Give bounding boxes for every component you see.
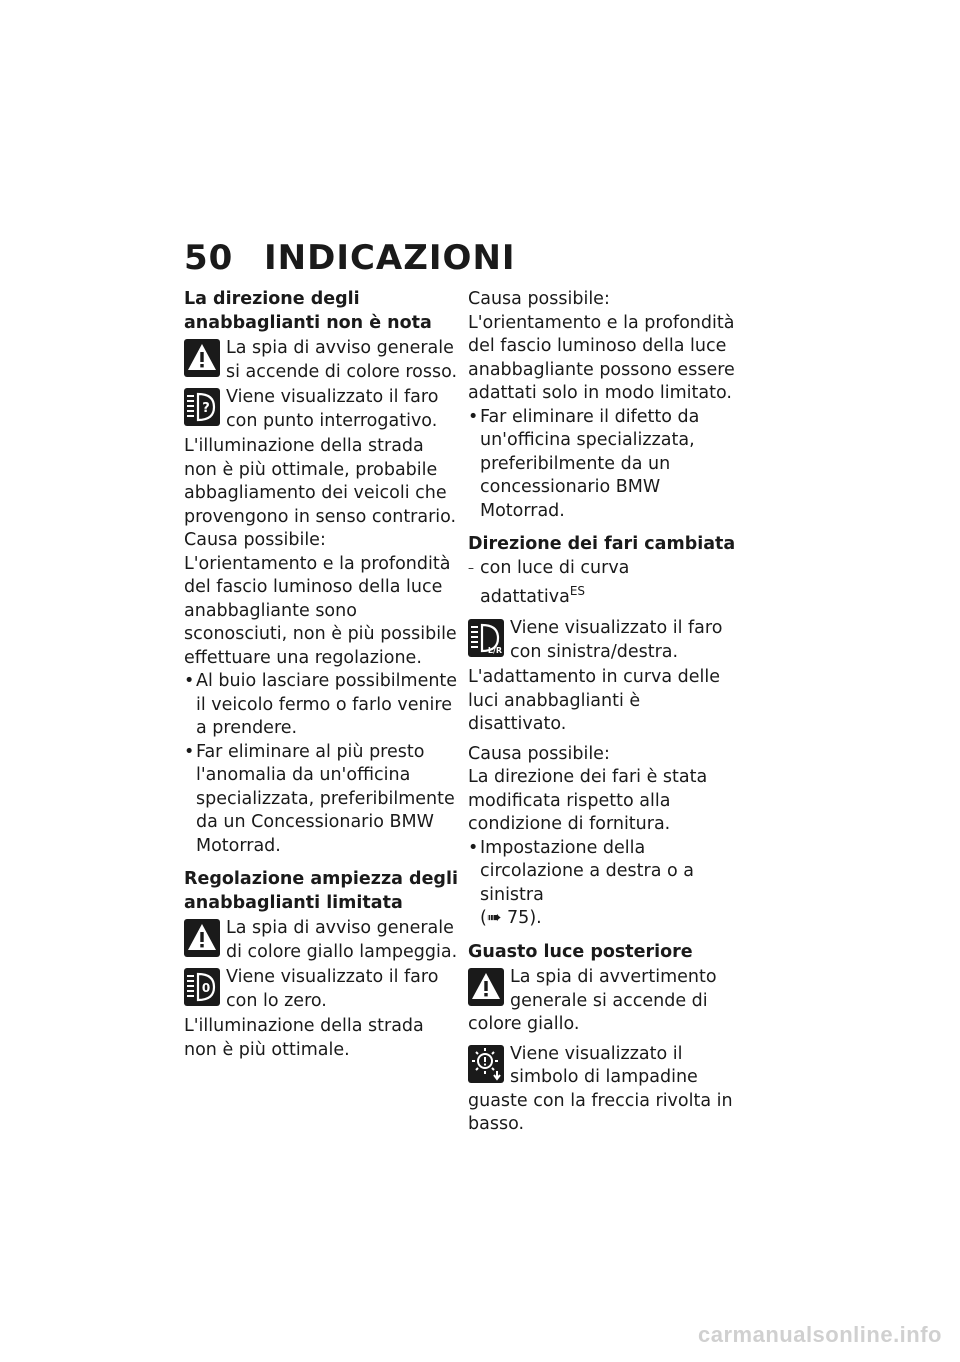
svg-text:0: 0 [201, 981, 211, 995]
headlight-left-right-icon [468, 619, 504, 657]
indicator-text: Viene visualizzato il faro con lo zero. [226, 967, 439, 1011]
page-number: 50 [184, 238, 234, 278]
section-heading: Guasto luce posteriore [468, 941, 693, 962]
cause-text: L'orientamento e la profondità del fascio luminoso della luce anabbagliante sono sconosciuti, non è più possibile effettuare una regolazione. [184, 553, 457, 668]
indicator-text: Viene visualizzato il faro con punto interrogativo. [226, 387, 439, 431]
page-reference: (➠ 75). [480, 908, 542, 929]
paragraph: L'illuminazione della strada non è più ottimale, probabile abbagliamento dei veicoli che provengono in senso contrario. [184, 436, 457, 527]
indicator-text: La spia di avviso generale si accende di colore rosso. [226, 338, 458, 382]
section-heading: Regolazione ampiezza degli anabbaglianti limitata [184, 869, 458, 913]
section-heading: Direzione dei fari cambiata [468, 534, 736, 554]
svg-text:L/R: L/R [487, 646, 503, 656]
indicator-text: Viene visualizzato il faro con sinistra/destra. [510, 618, 723, 662]
cause-text: L'orientamento e la profondità del fascio luminoso della luce anabbagliante possono essere adattati solo in modo limitato. [468, 312, 735, 403]
headlight-zero-icon [184, 968, 220, 1006]
indicator-text: La spia di avviso generale di colore giallo lampeggia. [226, 918, 458, 962]
paragraph: L'adattamento in curva delle luci anabbaglianti è disattivato. [468, 667, 721, 735]
list-item: • Far eliminare il difetto da un'officina specializzata, preferibilmente da un concessionario BMW Motorrad. [468, 406, 700, 521]
page-title: INDICAZIONI [264, 238, 516, 278]
indicator-text: La spia di avvertimento generale si accende di colore giallo. [468, 967, 717, 1035]
warning-triangle-icon [468, 968, 504, 1006]
indicator-row [184, 917, 460, 964]
paragraph: L'illuminazione della strada non è più ottimale. [184, 1016, 424, 1060]
svg-text:?: ? [202, 401, 210, 416]
indicator-row [468, 1043, 738, 1137]
indicator-row [468, 617, 738, 664]
indicator-row [184, 966, 460, 1013]
cause-label: Causa possibile: [468, 289, 610, 309]
list-item: • Impostazione della circolazione a destra o a sinistra (➠ 75). [468, 837, 694, 929]
indicator-row [184, 337, 460, 384]
indicator-row [468, 966, 738, 1037]
cause-label: Causa possibile: [184, 530, 326, 550]
cause-label: Causa possibile: [468, 743, 610, 764]
section-heading: La direzione degli anabbaglianti non è nota [184, 289, 432, 333]
warning-triangle-icon [184, 339, 220, 377]
list-item: • Far eliminare al più presto l'anomalia da un'officina specializzata, preferibilmente da un Concessionario BMW Motorrad. [184, 741, 455, 856]
right-column [468, 288, 738, 1139]
option-code: ES [569, 584, 586, 598]
watermark: carmanualsonline.info [698, 1322, 942, 1347]
headlight-question-icon [184, 388, 220, 426]
indicator-row [184, 386, 460, 433]
indicator-text: Viene visualizzato il simbolo di lampadine guaste con la freccia rivolta in basso. [468, 1043, 733, 1135]
left-column [184, 288, 460, 1062]
list-item: • Al buio lasciare possibilmente il veicolo fermo o farlo venire a prendere. [184, 671, 458, 738]
list-item: – con luce di curva adattativa$^{ES}$ [468, 557, 630, 607]
cause-text: La direzione dei fari è stata modificata rispetto alla condizione di fornitura. [468, 767, 708, 835]
bulb-fault-down-icon [468, 1045, 504, 1083]
warning-triangle-icon [184, 919, 220, 957]
